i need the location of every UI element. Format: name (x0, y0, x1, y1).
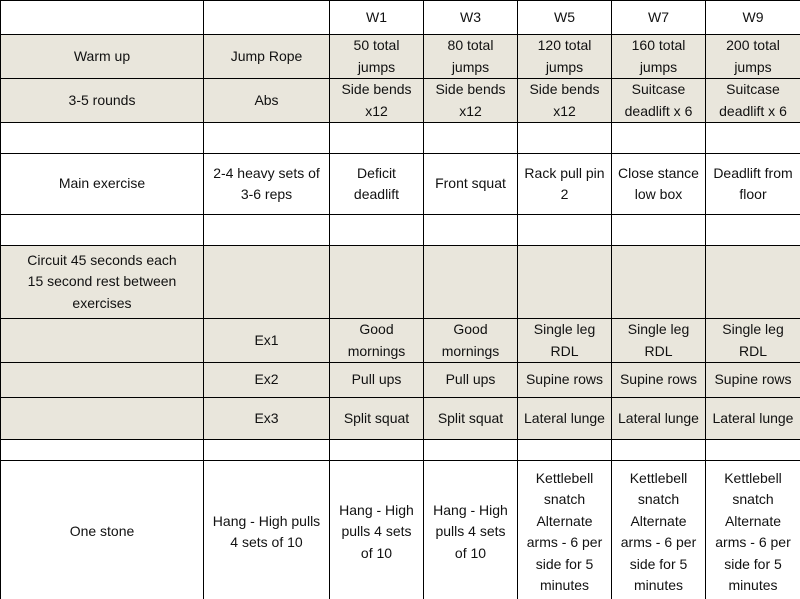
cell-w7[interactable] (612, 215, 706, 246)
table-row (1, 461, 800, 599)
cell-w1[interactable]: Split squat (330, 398, 424, 440)
header-cell-section[interactable] (1, 1, 204, 35)
cell-detail[interactable]: Hang - High pulls 4 sets of 10 (204, 461, 330, 599)
cell-w9[interactable]: Single leg RDL (706, 319, 800, 363)
cell-w9[interactable] (706, 215, 800, 246)
cell-w5[interactable] (518, 246, 612, 319)
cell-w5[interactable]: 120 total jumps (518, 35, 612, 79)
cell-w1[interactable] (330, 123, 424, 154)
table-row (1, 398, 800, 440)
cell-w1[interactable]: Pull ups (330, 363, 424, 398)
cell-w7[interactable]: Kettlebell snatch Alternate arms - 6 per side for 5 minutes (612, 461, 706, 599)
cell-w7[interactable] (612, 440, 706, 461)
table-row (1, 215, 800, 246)
cell-w7[interactable]: Supine rows (612, 363, 706, 398)
cell-w3[interactable]: Hang - High pulls 4 sets of 10 (424, 461, 518, 599)
cell-w3[interactable] (424, 440, 518, 461)
cell-w5[interactable]: Lateral lunge (518, 398, 612, 440)
cell-detail[interactable]: Abs (204, 79, 330, 123)
cell-w9[interactable] (706, 123, 800, 154)
cell-w7[interactable]: Lateral lunge (612, 398, 706, 440)
cell-w1[interactable]: Deficit deadlift (330, 154, 424, 215)
cell-section[interactable]: Main exercise (1, 154, 204, 215)
header-cell-detail[interactable] (204, 1, 330, 35)
cell-detail[interactable]: Ex1 (204, 319, 330, 363)
cell-w1[interactable]: 50 total jumps (330, 35, 424, 79)
header-cell-w5[interactable]: W5 (518, 1, 612, 35)
table-row (1, 319, 800, 363)
header-cell-w3[interactable]: W3 (424, 1, 518, 35)
cell-section[interactable]: Circuit 45 seconds each 15 second rest between exercises (1, 246, 204, 319)
cell-w5[interactable]: Rack pull pin 2 (518, 154, 612, 215)
cell-w1[interactable] (330, 215, 424, 246)
cell-section[interactable] (1, 363, 204, 398)
cell-w9[interactable]: Lateral lunge (706, 398, 800, 440)
cell-w3[interactable]: 80 total jumps (424, 35, 518, 79)
cell-w5[interactable] (518, 123, 612, 154)
cell-w1[interactable]: Hang - High pulls 4 sets of 10 (330, 461, 424, 599)
cell-detail[interactable] (204, 123, 330, 154)
table-row (1, 154, 800, 215)
cell-w9[interactable] (706, 440, 800, 461)
cell-w1[interactable]: Good mornings (330, 319, 424, 363)
cell-w9[interactable]: Deadlift from floor (706, 154, 800, 215)
cell-w1[interactable] (330, 440, 424, 461)
cell-detail[interactable] (204, 246, 330, 319)
table-row (1, 363, 800, 398)
cell-w3[interactable]: Side bends x12 (424, 79, 518, 123)
cell-w9[interactable]: Suitcase deadlift x 6 (706, 79, 800, 123)
cell-w3[interactable]: Good mornings (424, 319, 518, 363)
cell-w7[interactable]: Close stance low box (612, 154, 706, 215)
cell-w3[interactable]: Pull ups (424, 363, 518, 398)
table-row (1, 246, 800, 319)
cell-section[interactable] (1, 123, 204, 154)
header-row (1, 1, 800, 35)
cell-w9[interactable]: Supine rows (706, 363, 800, 398)
cell-detail[interactable]: Ex2 (204, 363, 330, 398)
cell-detail[interactable]: Jump Rope (204, 35, 330, 79)
cell-section[interactable] (1, 398, 204, 440)
cell-section[interactable]: One stone (1, 461, 204, 599)
cell-w9[interactable] (706, 246, 800, 319)
cell-w7[interactable]: Single leg RDL (612, 319, 706, 363)
cell-section[interactable] (1, 319, 204, 363)
cell-w9[interactable]: Kettlebell snatch Alternate arms - 6 per side for 5 minutes (706, 461, 800, 599)
cell-w3[interactable] (424, 215, 518, 246)
cell-section[interactable] (1, 440, 204, 461)
cell-w5[interactable] (518, 440, 612, 461)
cell-w5[interactable]: Supine rows (518, 363, 612, 398)
cell-w7[interactable]: 160 total jumps (612, 35, 706, 79)
cell-w1[interactable]: Side bends x12 (330, 79, 424, 123)
cell-w5[interactable]: Single leg RDL (518, 319, 612, 363)
header-cell-w9[interactable]: W9 (706, 1, 800, 35)
cell-detail[interactable] (204, 215, 330, 246)
cell-w9[interactable]: 200 total jumps (706, 35, 800, 79)
header-cell-w1[interactable]: W1 (330, 1, 424, 35)
header-cell-w7[interactable]: W7 (612, 1, 706, 35)
table-row (1, 35, 800, 79)
table-row (1, 123, 800, 154)
cell-w7[interactable] (612, 123, 706, 154)
table-row (1, 79, 800, 123)
cell-detail[interactable]: 2-4 heavy sets of 3-6 reps (204, 154, 330, 215)
table-row (1, 440, 800, 461)
cell-w7[interactable]: Suitcase deadlift x 6 (612, 79, 706, 123)
cell-section[interactable] (1, 215, 204, 246)
cell-section[interactable]: Warm up (1, 35, 204, 79)
cell-w5[interactable]: Kettlebell snatch Alternate arms - 6 per side for 5 minutes (518, 461, 612, 599)
cell-w5[interactable]: Side bends x12 (518, 79, 612, 123)
cell-detail[interactable]: Ex3 (204, 398, 330, 440)
cell-detail[interactable] (204, 440, 330, 461)
cell-w3[interactable]: Split squat (424, 398, 518, 440)
cell-w3[interactable] (424, 123, 518, 154)
cell-section[interactable]: 3-5 rounds (1, 79, 204, 123)
cell-w3[interactable]: Front squat (424, 154, 518, 215)
cell-w7[interactable] (612, 246, 706, 319)
cell-w1[interactable] (330, 246, 424, 319)
cell-w5[interactable] (518, 215, 612, 246)
cell-w3[interactable] (424, 246, 518, 319)
